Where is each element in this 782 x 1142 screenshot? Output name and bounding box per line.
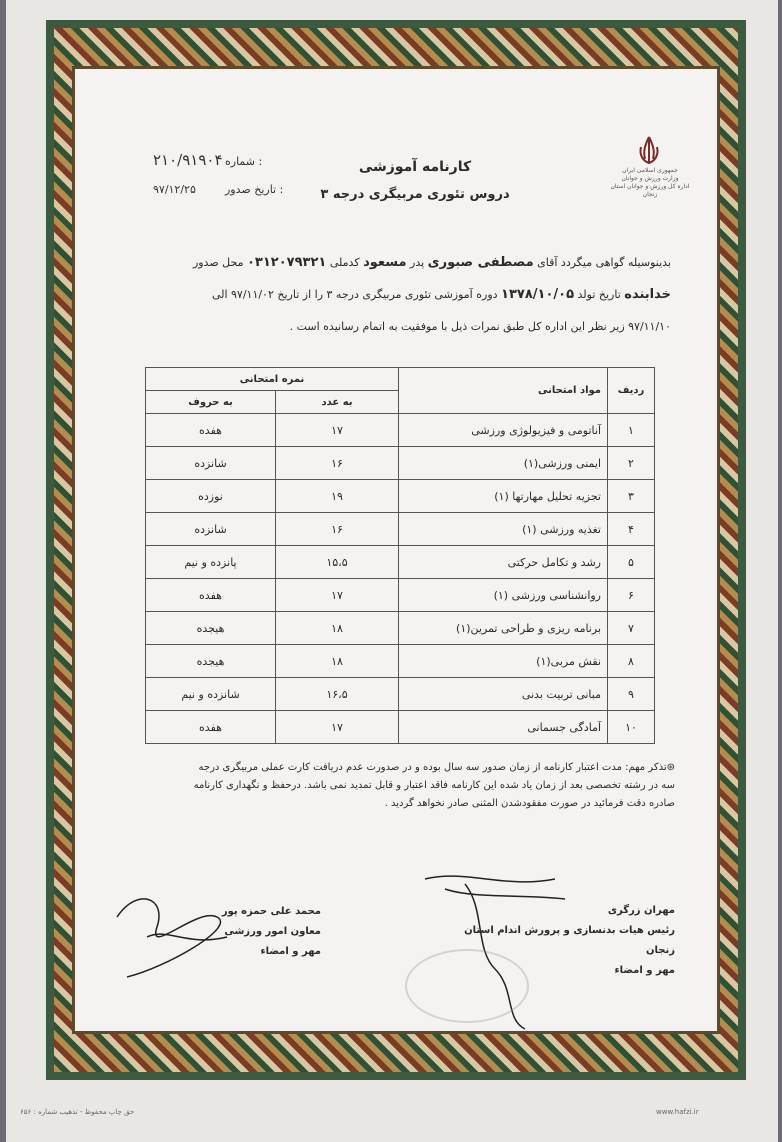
document-paper bbox=[6, 0, 778, 1142]
national-id: ۰۳۱۲۰۷۹۳۲۱ bbox=[247, 255, 327, 270]
col-subject: مواد امتحانی bbox=[399, 368, 608, 414]
col-grade: نمره امتحانی bbox=[146, 368, 399, 391]
footer-copyright: حق چاپ محفوظ - تذهیب شماره : ۶۵۶ bbox=[20, 1108, 135, 1116]
text-line-1: بدینوسیله گواهی میگردد آقای مصطفی صبوری پدر مسعود کدملی ۰۳۱۲۰۷۹۳۲۱ محل صدور bbox=[192, 255, 671, 270]
signer-left-name: محمد علی حمزه پور bbox=[221, 906, 321, 917]
father-name: مسعود bbox=[363, 255, 407, 270]
table-row: ۷ برنامه ریزی و طراحی تمرین(۱) ۱۸ هیجده bbox=[146, 612, 655, 645]
number-label: شماره : bbox=[225, 155, 263, 168]
col-number: به عدد bbox=[276, 391, 399, 414]
important-note: ⊛تذکر مهم: مدت اعتبار کارنامه از زمان صدور سه سال بوده و در صدورت عدم دریافت کارت عملی مربیگری درجه سه در رشته تخصصی بعد از زمان یاد شده این کارنامه فاقد اعتبار و قابل تمدید نمی باشد. درحفظ و نگهداری کارنامه صادره دقت فرمائید در صورت مفقودشدن المثنی صادر نخواهد گردید . bbox=[193, 762, 675, 809]
signature-block-left bbox=[161, 902, 321, 962]
col-row: ردیف bbox=[608, 368, 655, 414]
signature-block-right bbox=[455, 901, 675, 981]
grades-table bbox=[145, 367, 655, 744]
table-row: ۸ نقش مربی(۱) ۱۸ هیجده bbox=[146, 645, 655, 678]
org-line-2: وزارت ورزش و جوانان bbox=[621, 175, 679, 182]
col-words: به حروف bbox=[146, 391, 276, 414]
iran-emblem-icon bbox=[631, 133, 667, 169]
table-row: ۳ تجزیه تحلیل مهارتها (۱) ۱۹ نوزده bbox=[146, 480, 655, 513]
signer-right-name: مهران زرگری bbox=[607, 905, 675, 916]
signer-left-seal: مهر و امضاء bbox=[260, 946, 321, 957]
birth-date: ۱۳۷۸/۱۰/۰۵ bbox=[501, 287, 575, 302]
issue-place: خدابنده bbox=[624, 287, 671, 302]
text-line-2: خدابنده تاریخ تولد ۱۳۷۸/۱۰/۰۵ دوره آموزشی تئوری مربیگری درجه ۳ را از تاریخ ۹۷/۱۱/۰۲ الی bbox=[211, 287, 671, 302]
document-subtitle: دروس تئوری مربیگری درجه ۳ bbox=[320, 187, 510, 202]
text-line-3: ۹۷/۱۱/۱۰ زیر نظر این اداره کل طبق نمرات ذیل با موفقیت به اتمام رسانیده است . bbox=[289, 320, 671, 333]
signer-left-title: معاون امور ورزشی bbox=[224, 926, 321, 937]
date-value: ۹۷/۱۲/۲۵ bbox=[153, 183, 196, 196]
table-row: ۴ تغذیه ورزشی (۱) ۱۶ شانزده bbox=[146, 513, 655, 546]
table-row: ۲ ایمنی ورزشی(۱) ۱۶ شانزده bbox=[146, 447, 655, 480]
table-row: ۱ آناتومی و فیزیولوژی ورزشی ۱۷ هفده bbox=[146, 414, 655, 447]
org-line-3: اداره کل ورزش و جوانان استان زنجان bbox=[610, 183, 690, 198]
org-line-1: جمهوری اسلامی ایران bbox=[622, 167, 678, 174]
table-row: ۵ رشد و تکامل حرکتی ۱۵،۵ پانزده و نیم bbox=[146, 546, 655, 579]
certificate-text bbox=[135, 247, 671, 343]
certificate-body bbox=[72, 66, 720, 1034]
date-label: تاریخ صدور : bbox=[225, 183, 284, 196]
table-row: ۹ مبانی تربیت بدنی ۱۶،۵ شانزده و نیم bbox=[146, 678, 655, 711]
signer-right-seal: مهر و امضاء bbox=[614, 965, 675, 976]
number-value: ۲۱۰/۹۱۹۰۴ bbox=[153, 151, 223, 169]
footer-website: www.hafzi.ir bbox=[656, 1108, 699, 1116]
organization-name bbox=[605, 167, 695, 199]
signer-right-title: رئیس هیات بدنسازی و پرورش اندام استان زنجان bbox=[464, 925, 675, 956]
document-title: کارنامه آموزشی bbox=[358, 159, 472, 175]
table-row: ۱۰ آمادگی جسمانی ۱۷ هفده bbox=[146, 711, 655, 744]
table-row: ۶ روانشناسی ورزشی (۱) ۱۷ هفده bbox=[146, 579, 655, 612]
student-name: مصطفی صبوری bbox=[427, 255, 534, 270]
